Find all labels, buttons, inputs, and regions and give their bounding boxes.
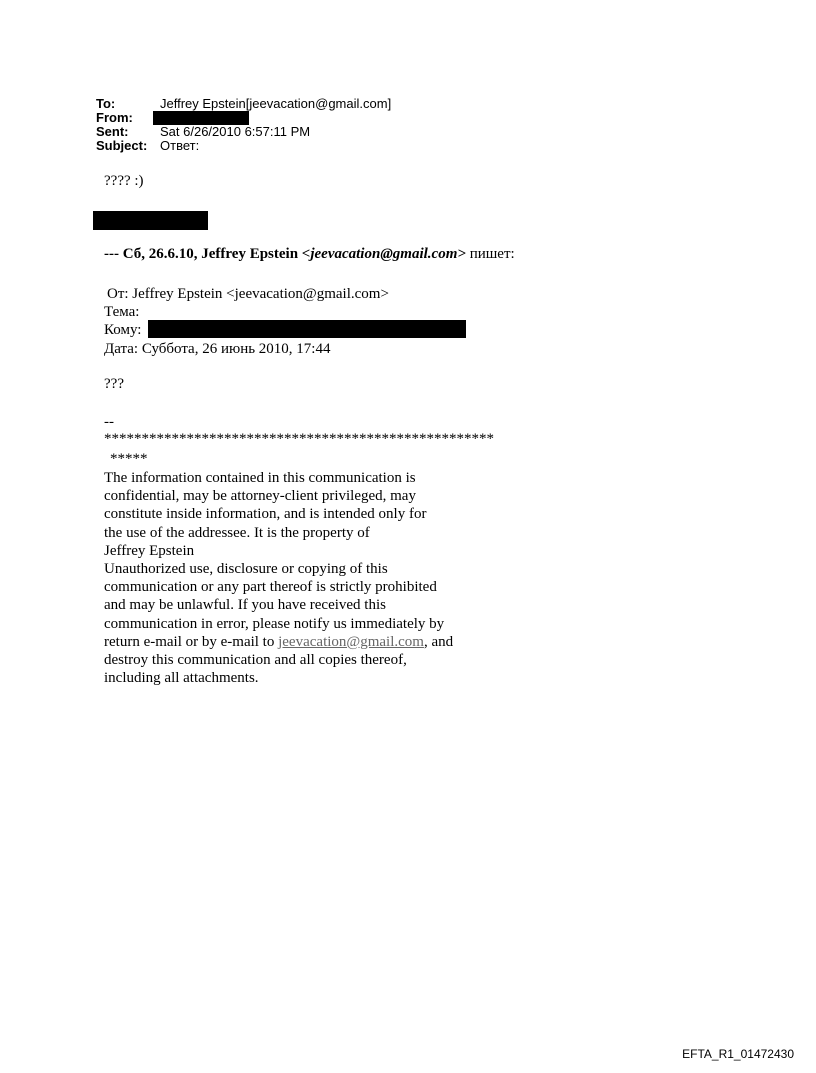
disclaimer bbox=[104, 469, 453, 687]
disclaimer-line: including all attachments. bbox=[104, 670, 259, 687]
to-value: Jeffrey Epstein[jeevacation@gmail.com] bbox=[160, 96, 392, 111]
reply-text: ???? :) bbox=[104, 173, 144, 189]
disclaimer-line bbox=[104, 633, 453, 651]
disclaimer-line: communication in error, please notify us immediately by bbox=[104, 615, 445, 632]
from-redaction bbox=[160, 110, 249, 125]
orig-to: Кому: bbox=[104, 322, 142, 338]
email-link[interactable]: jeevacation@gmail.com bbox=[278, 633, 424, 650]
document-id: EFTA_R1_01472430 bbox=[682, 1047, 794, 1061]
sig-dashes: -- bbox=[104, 414, 114, 430]
orig-date: Дата: Суббота, 26 июнь 2010, 17:44 bbox=[104, 341, 331, 357]
redaction-bar bbox=[93, 211, 208, 230]
disclaimer-text: return e-mail or by e-mail to bbox=[104, 633, 279, 650]
redaction-bar bbox=[148, 320, 466, 338]
disclaimer-line: The information contained in this communication is bbox=[104, 470, 416, 486]
subject-value: Ответ: bbox=[160, 138, 200, 153]
orig-text: ??? bbox=[104, 376, 124, 392]
quote-intro-line bbox=[104, 246, 515, 263]
stars-long: **************************************************** bbox=[104, 431, 494, 447]
disclaimer-line: and may be unlawful. If you have received this bbox=[104, 597, 386, 614]
disclaimer-line: destroy this communication and all copies thereof, bbox=[104, 652, 407, 669]
disclaimer-text: , and bbox=[423, 633, 454, 650]
disclaimer-line: constitute inside information, and is intended only for bbox=[104, 506, 427, 523]
disclaimer-line: confidential, may be attorney-client privileged, may bbox=[104, 488, 416, 505]
orig-subject: Тема: bbox=[104, 304, 140, 320]
disclaimer-line: the use of the addressee. It is the property of bbox=[104, 524, 370, 541]
sent-value: Sat 6/26/2010 6:57:11 PM bbox=[160, 124, 311, 139]
to-label: To: bbox=[96, 96, 116, 111]
redaction-bar bbox=[153, 111, 249, 125]
quote-suffix: пишет: bbox=[465, 246, 515, 262]
sent-label: Sent: bbox=[96, 124, 129, 139]
disclaimer-line: communication or any part thereof is strictly prohibited bbox=[104, 579, 437, 596]
subject-label: Subject: bbox=[96, 138, 148, 153]
orig-to-row bbox=[104, 321, 141, 339]
orig-from: От: Jeffrey Epstein <jeevacation@gmail.com> bbox=[107, 286, 389, 302]
disclaimer-line: Unauthorized use, disclosure or copying of this bbox=[104, 561, 388, 578]
disclaimer-line: Jeffrey Epstein bbox=[104, 542, 195, 559]
from-label: From: bbox=[96, 110, 133, 125]
quote-prefix: --- Сб, 26.6.10, Jeffrey Epstein bbox=[104, 246, 302, 262]
quote-email: <jeevacation@gmail.com> bbox=[301, 246, 466, 262]
stars-short: ***** bbox=[110, 451, 148, 467]
